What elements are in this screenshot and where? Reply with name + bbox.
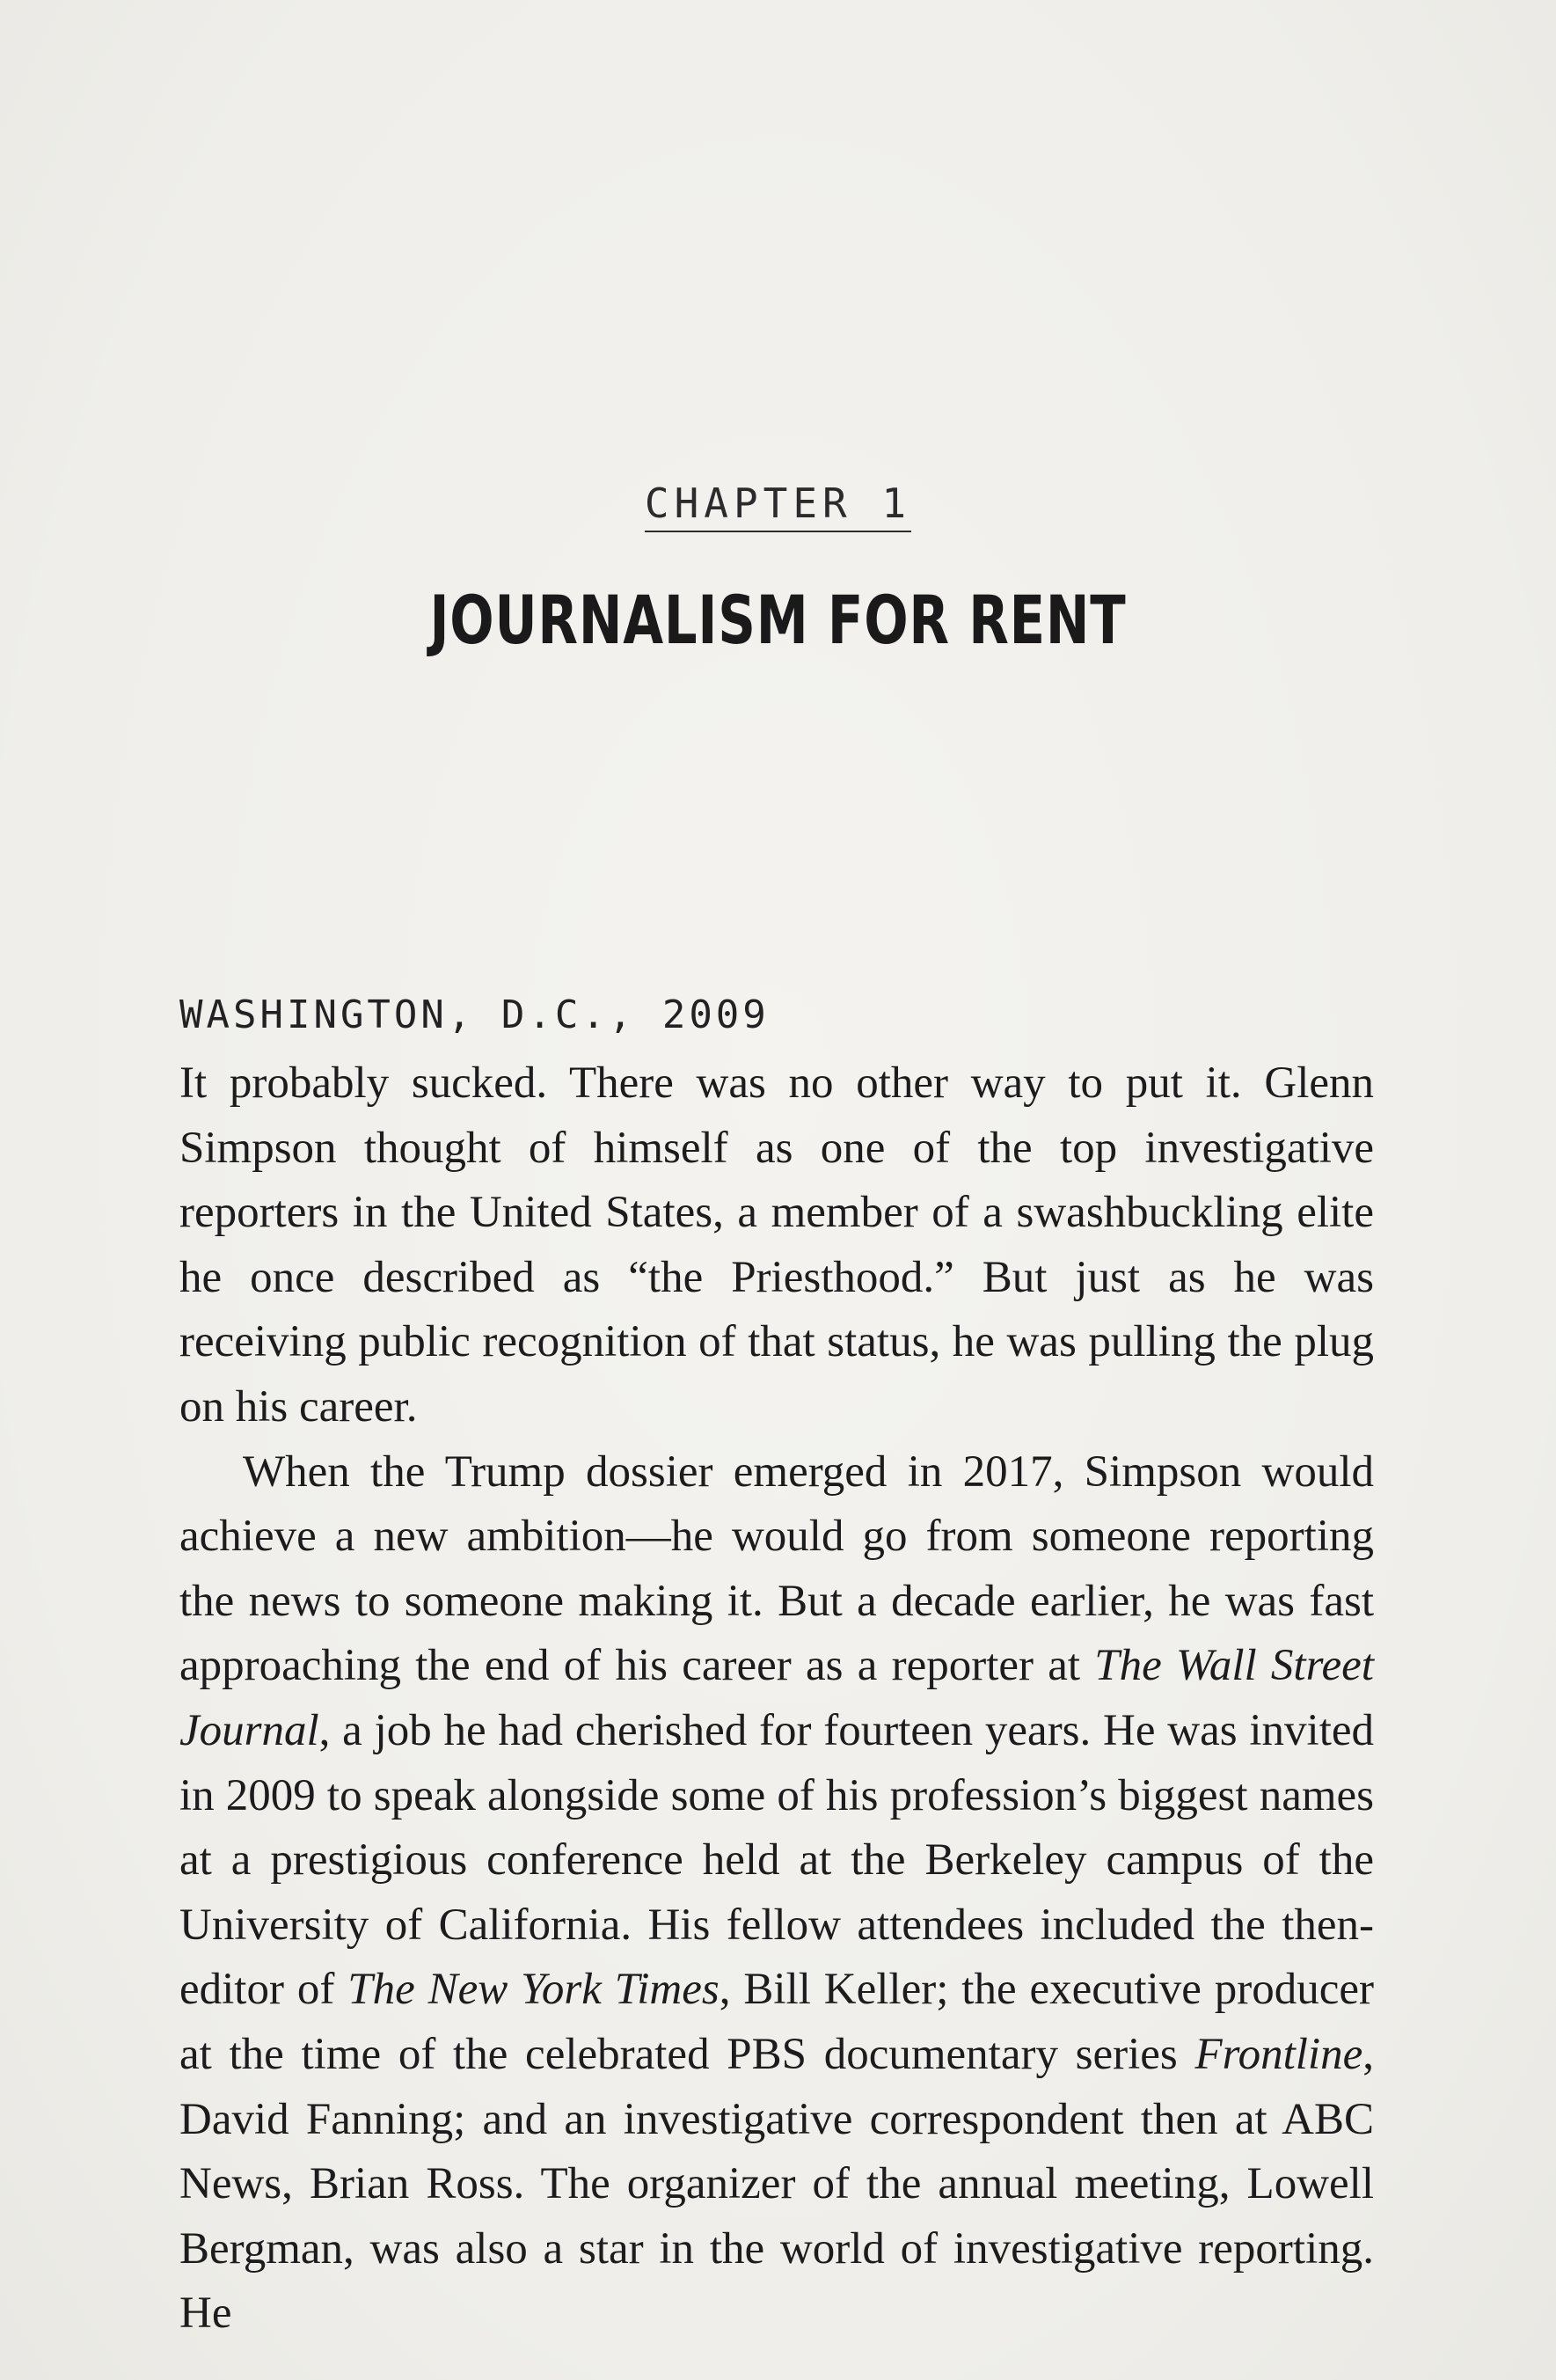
chapter-title: JOURNALISM FOR RENT <box>429 581 1127 659</box>
chapter-label <box>0 480 1556 532</box>
paragraph-2-text-a: When the Trump dossier emerged in 2017, Simpson would achieve a new ambition—he would go from someone reporting the news to someone making it. But a decade earlier, he was fast approaching the end of his career as a reporter at <box>179 1446 1374 1691</box>
publication-title-wsj: The Wall Street Journal <box>179 1641 1374 1755</box>
paragraph-2-text-c: , Bill Keller; the executive producer at the time of the celebrated PBS documentary series <box>179 1965 1374 2079</box>
paragraph-2 <box>179 1440 1374 2347</box>
publication-title-nyt: The New York Times <box>347 1965 720 2015</box>
body-text <box>179 1051 1374 2347</box>
paragraph-2-text-d: , David Fanning; and an investigative correspondent then at ABC News, Brian Ross. The organizer of the annual meeting, Lowell Bergman, was also a star in the world of investigative reporting. He <box>179 2029 1374 2339</box>
paragraph-1 <box>179 1051 1374 1440</box>
dateline: WASHINGTON, D.C., 2009 <box>179 992 770 1037</box>
chapter-label-text: CHAPTER 1 <box>645 480 911 532</box>
series-title-frontline: Frontline <box>1194 2029 1363 2079</box>
paragraph-2-text-b: , a job he had cherished for fourteen years. He was invited in 2009 to speak alongside some of his profession’s biggest names at a prestigious conference held at the Berkeley campus of the University of California. His fellow attendees included the then-editor of <box>179 1705 1374 2015</box>
paragraph-1-text: It probably sucked. There was no other way to put it. Glenn Simpson thought of himself as one of the top investigative reporters in the United States, a member of a swashbuckling elite he once described as “the Priesthood.” But just as he was receiving public recognition of that status, he was pulling the plug on his career. <box>179 1058 1374 1432</box>
